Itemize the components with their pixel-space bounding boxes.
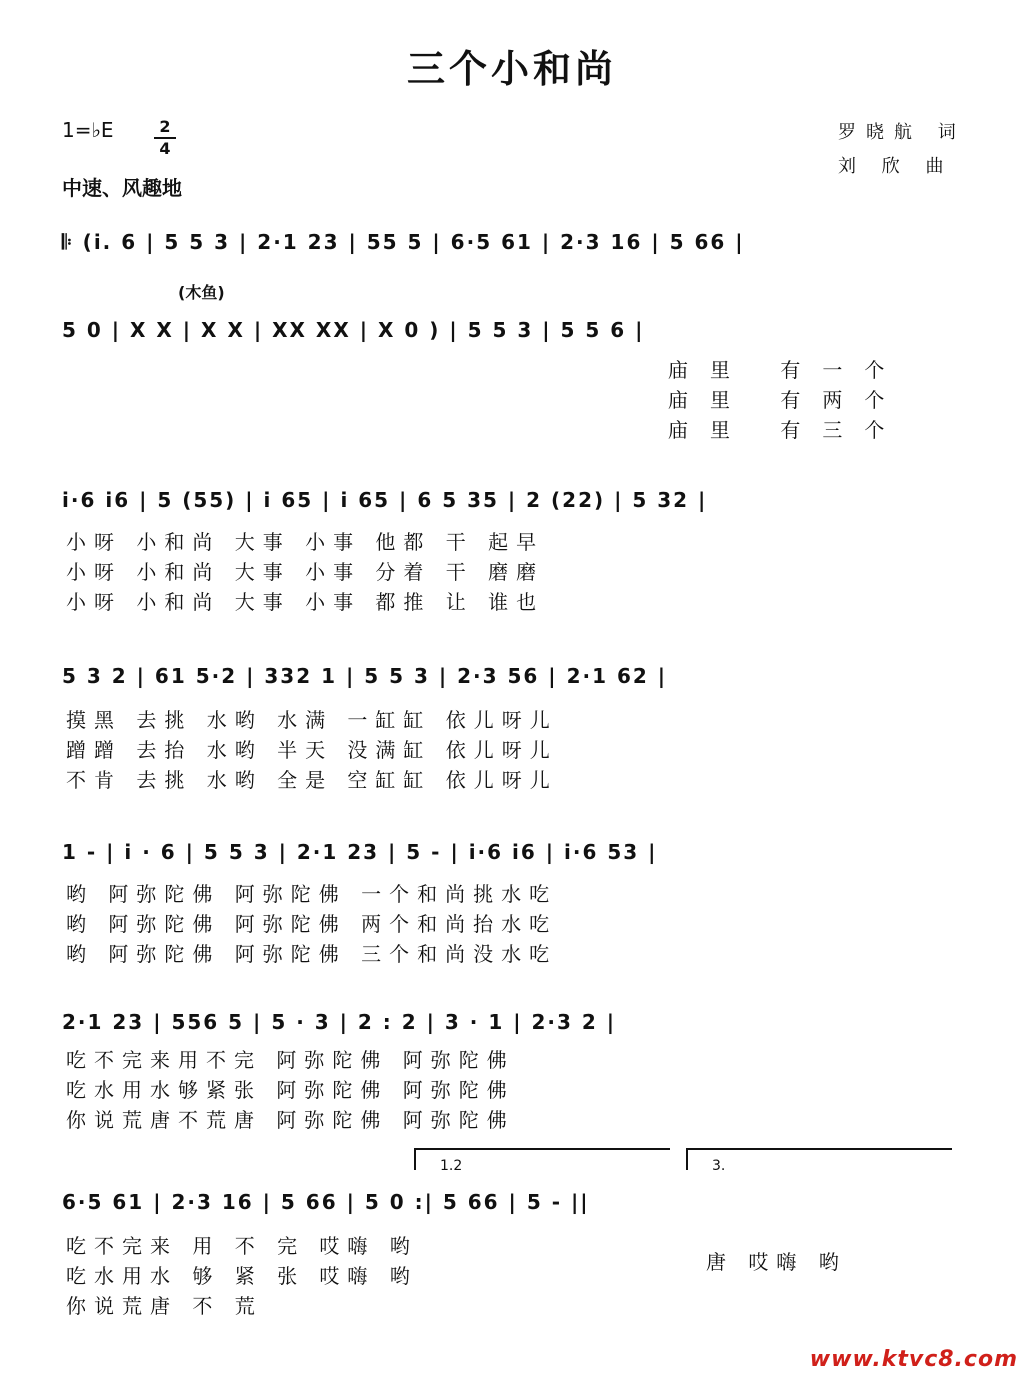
time-top: 2 — [159, 117, 171, 136]
lyric-line: 吃水用水 够 紧 张 哎嗨 哟 — [66, 1264, 418, 1288]
staff-3 — [62, 486, 952, 516]
staff-notes: 6·5 61 | 2·3 16 | 5 66 | 5 0 :| 5 66 | 5 - || — [62, 1190, 590, 1214]
second-ending-label: 3. — [712, 1158, 726, 1174]
staff-notes: 1 - | i · 6 | 5 5 3 | 2·1 23 | 5 - | i·6 i6 | i·6 53 | — [62, 840, 658, 864]
lyric-line: 吃不完来用不完 阿弥陀佛 阿弥陀佛 — [66, 1048, 515, 1072]
time-bottom: 4 — [159, 139, 171, 158]
lyric-line: 你说荒唐 不 荒 — [66, 1294, 263, 1318]
lyricist-credit: 罗晓航 词 — [838, 122, 966, 143]
lyric-line: 小呀 小和尚 大事 小事 都推 让 谁也 — [66, 590, 545, 614]
staff-6 — [62, 1008, 952, 1038]
lyric-line: 小呀 小和尚 大事 小事 他都 干 起早 — [66, 530, 545, 554]
time-signature — [154, 118, 176, 158]
lyric-line: 小呀 小和尚 大事 小事 分着 干 磨磨 — [66, 560, 545, 584]
staff-7 — [62, 1188, 952, 1218]
staff-1 — [62, 228, 952, 258]
lyric-line: 吃水用水够紧张 阿弥陀佛 阿弥陀佛 — [66, 1078, 515, 1102]
lyric-line: 庙里 有三个 — [668, 418, 907, 442]
staff-5 — [62, 838, 952, 868]
second-ending-bracket — [686, 1148, 952, 1170]
lyric-line: 吃不完来 用 不 完 哎嗨 哟 — [66, 1234, 418, 1258]
staff-notes: 5 0 | X X | X X | XX XX | X 0 ) | 5 5 3 | 5 5 6 | — [62, 318, 645, 342]
staff-2 — [62, 316, 952, 346]
lyric-line: 不肯 去挑 水哟 全是 空缸缸 依儿呀儿 — [66, 768, 558, 792]
staff-notes: 5 3 2 | 61 5·2 | 332 1 | 5 5 3 | 2·3 56 | 2·1 62 | — [62, 664, 668, 688]
composer-credit: 刘 欣 曲 — [838, 156, 954, 177]
lyric-line: 摸黑 去挑 水哟 水满 一缸缸 依儿呀儿 — [66, 708, 558, 732]
site-watermark: www.ktvc8.com — [809, 1347, 1018, 1372]
lyric-line: 蹭蹭 去抬 水哟 半天 没满缸 依儿呀儿 — [66, 738, 558, 762]
key-signature: 1=♭E — [62, 118, 114, 142]
lyric-line: 庙里 有两个 — [668, 388, 907, 412]
tempo-marking: 中速、风趣地 — [62, 176, 182, 200]
lyric-line: 哟 阿弥陀佛 阿弥陀佛 两个和尚抬水吃 — [66, 912, 558, 936]
woodblock-annotation: (木鱼) — [178, 283, 225, 302]
staff-notes: i·6 i6 | 5 (55) | i 65 | i 65 | 6 5 35 | 2 (22) | 5 32 | — [62, 488, 708, 512]
lyric-line: 你说荒唐不荒唐 阿弥陀佛 阿弥陀佛 — [66, 1108, 515, 1132]
lyric-line: 哟 阿弥陀佛 阿弥陀佛 一个和尚挑水吃 — [66, 882, 558, 906]
staff-4 — [62, 662, 952, 692]
ending-lyric: 唐 哎嗨 哟 — [706, 1250, 847, 1274]
staff-notes: 2·1 23 | 556 5 | 5 · 3 | 2 : 2 | 3 · 1 | 2·3 2 | — [62, 1010, 617, 1034]
first-ending-label: 1.2 — [440, 1158, 463, 1174]
lyric-line: 庙里 有一个 — [668, 358, 907, 382]
page-title: 三个小和尚 — [406, 47, 617, 91]
lyric-line: 哟 阿弥陀佛 阿弥陀佛 三个和尚没水吃 — [66, 942, 558, 966]
staff-notes: 𝄆 (i. 6 | 5 5 3 | 2·1 23 | 55 5 | 6·5 61 | 2·3 16 | 5 66 | — [62, 230, 745, 254]
